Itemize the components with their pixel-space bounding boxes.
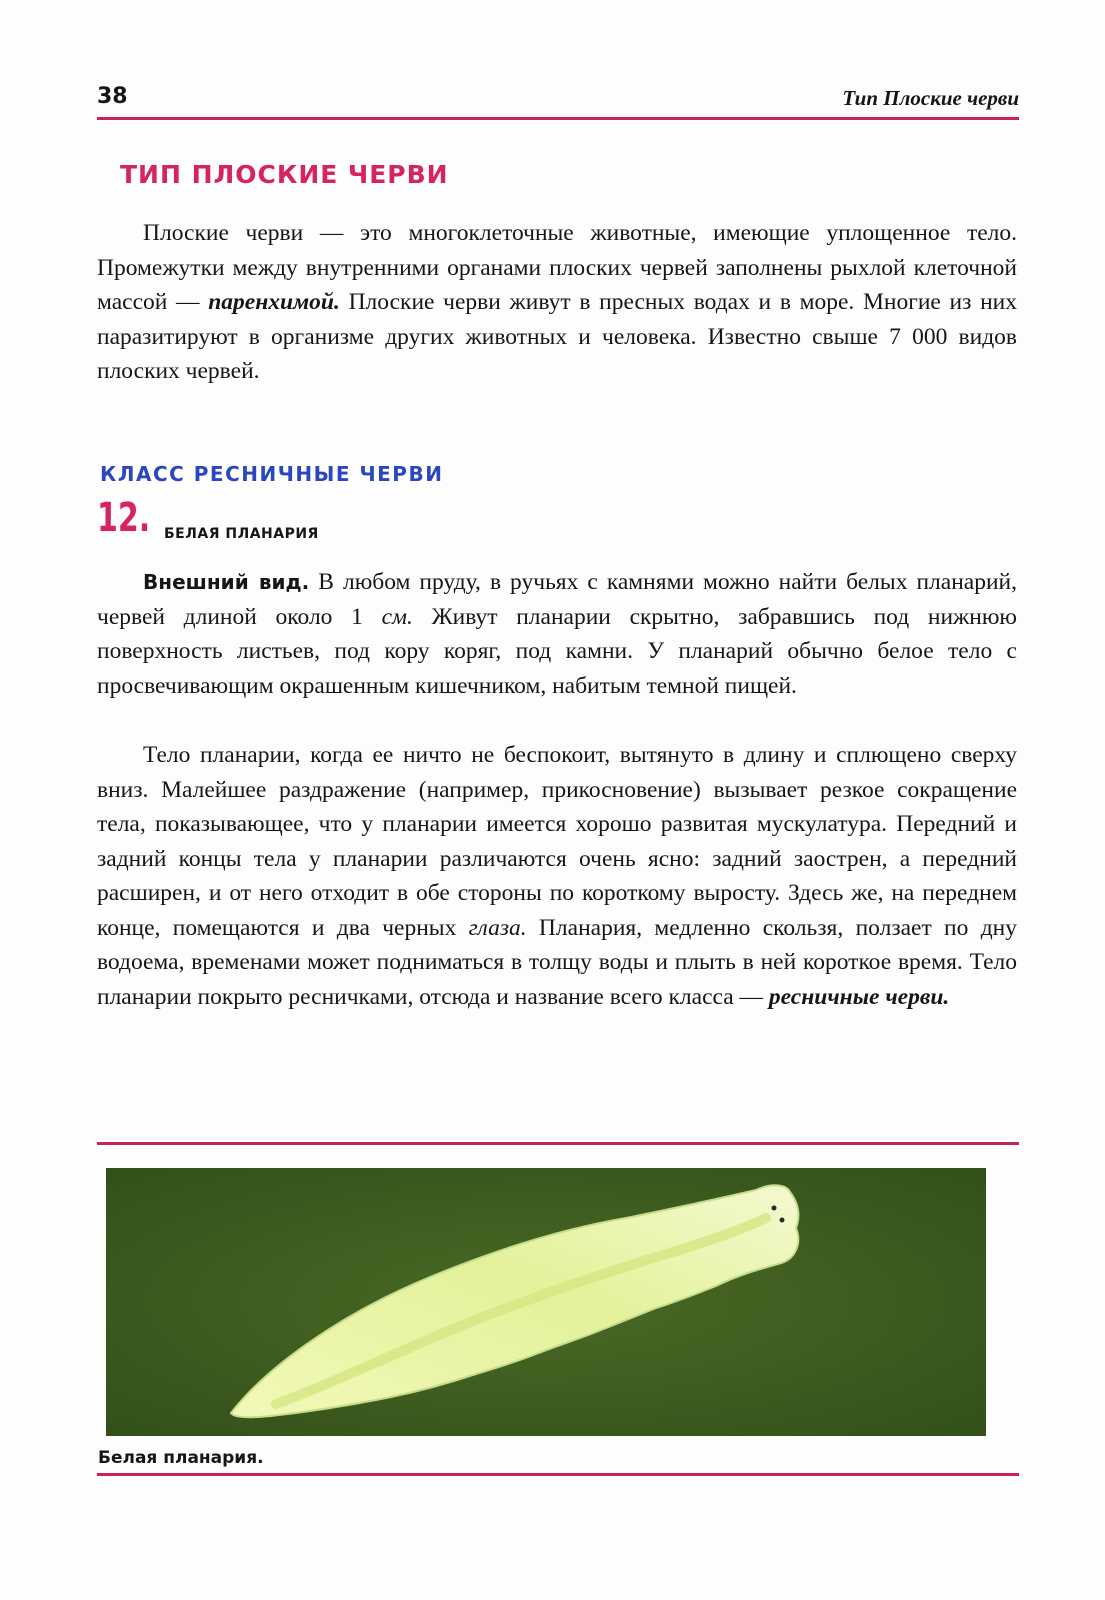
intro-paragraph [97, 216, 1017, 389]
running-head: Тип Плоские черви [842, 86, 1019, 110]
type-title: ТИП ПЛОСКИЕ ЧЕРВИ [120, 160, 449, 189]
term-ciliated-worms: ресничные черви. [768, 983, 950, 1010]
term-eyes: глаза. [468, 914, 527, 941]
paragraph-2-text-2: Планария, медленно скользя, ползает по дну водоема, временами может подниматься в толщу воды и плыть в ней короткое время. Тело планарии покрыто ресничками, отсюда и название всего класса — [97, 914, 1017, 1010]
intro-text-2: Плоские черви живут в пресных водах и в море. Многие из них паразитируют в организме других животных и человека. Известно свыше 7 000 видов плоских червей. [97, 289, 1017, 384]
runin-heading: Внешний вид. [143, 570, 310, 594]
figure-caption: Белая планария. [98, 1448, 264, 1468]
unit-cm: см. [381, 603, 413, 630]
page-header [97, 82, 1019, 118]
figure-top-rule [97, 1142, 1019, 1145]
planarian-figure [106, 1168, 986, 1436]
intro-text-1: Плоские черви — это многоклеточные животные, имеющие уплощенное тело. Промежутки между внутренними органами плоских червей заполнены рыхлой клеточной массой — [97, 220, 1017, 315]
planarian-illustration [106, 1168, 986, 1436]
page-number: 38 [97, 84, 128, 109]
paragraph-appearance [97, 565, 1017, 703]
eye-left [772, 1206, 777, 1211]
paragraph-1-text-1: В любом пруду, в ручьях с камнями можно найти белых планарий, червей длиной около 1 [97, 569, 1017, 630]
header-rule [97, 117, 1019, 120]
class-title: КЛАСС РЕСНИЧНЫЕ ЧЕРВИ [100, 462, 444, 486]
eye-right [780, 1218, 785, 1223]
intro-term: паренхимой. [208, 289, 340, 315]
section-number: 12. [97, 495, 151, 541]
paragraph-1-text-2: Живут планарии скрытно, забравшись под нижнюю поверхность листьев, под кору коряг, под камни. У планарий обычно белое тело с просвечивающим окрашенным кишечником, набитым темной пищей. [97, 603, 1017, 699]
paragraph-2-text-1: Тело планарии, когда ее ничто не беспокоит, вытянуто в длину и сплющено сверху вниз. Малейшее раздражение (например, прикосновение) вызывает резкое сокращение тела, показывающее, что у планарии имеется хорошо развитая мускулатура. Передний и задний концы тела у планарии различаются очень ясно: задний заострен, а передний расширен, и от него отходит в обе стороны по короткому выросту. Здесь же, на переднем конце, помещаются и два черных [97, 742, 1017, 941]
paragraph-body [97, 738, 1017, 1014]
figure-bottom-rule [97, 1473, 1019, 1476]
section-title: БЕЛАЯ ПЛАНАРИЯ [164, 526, 319, 542]
